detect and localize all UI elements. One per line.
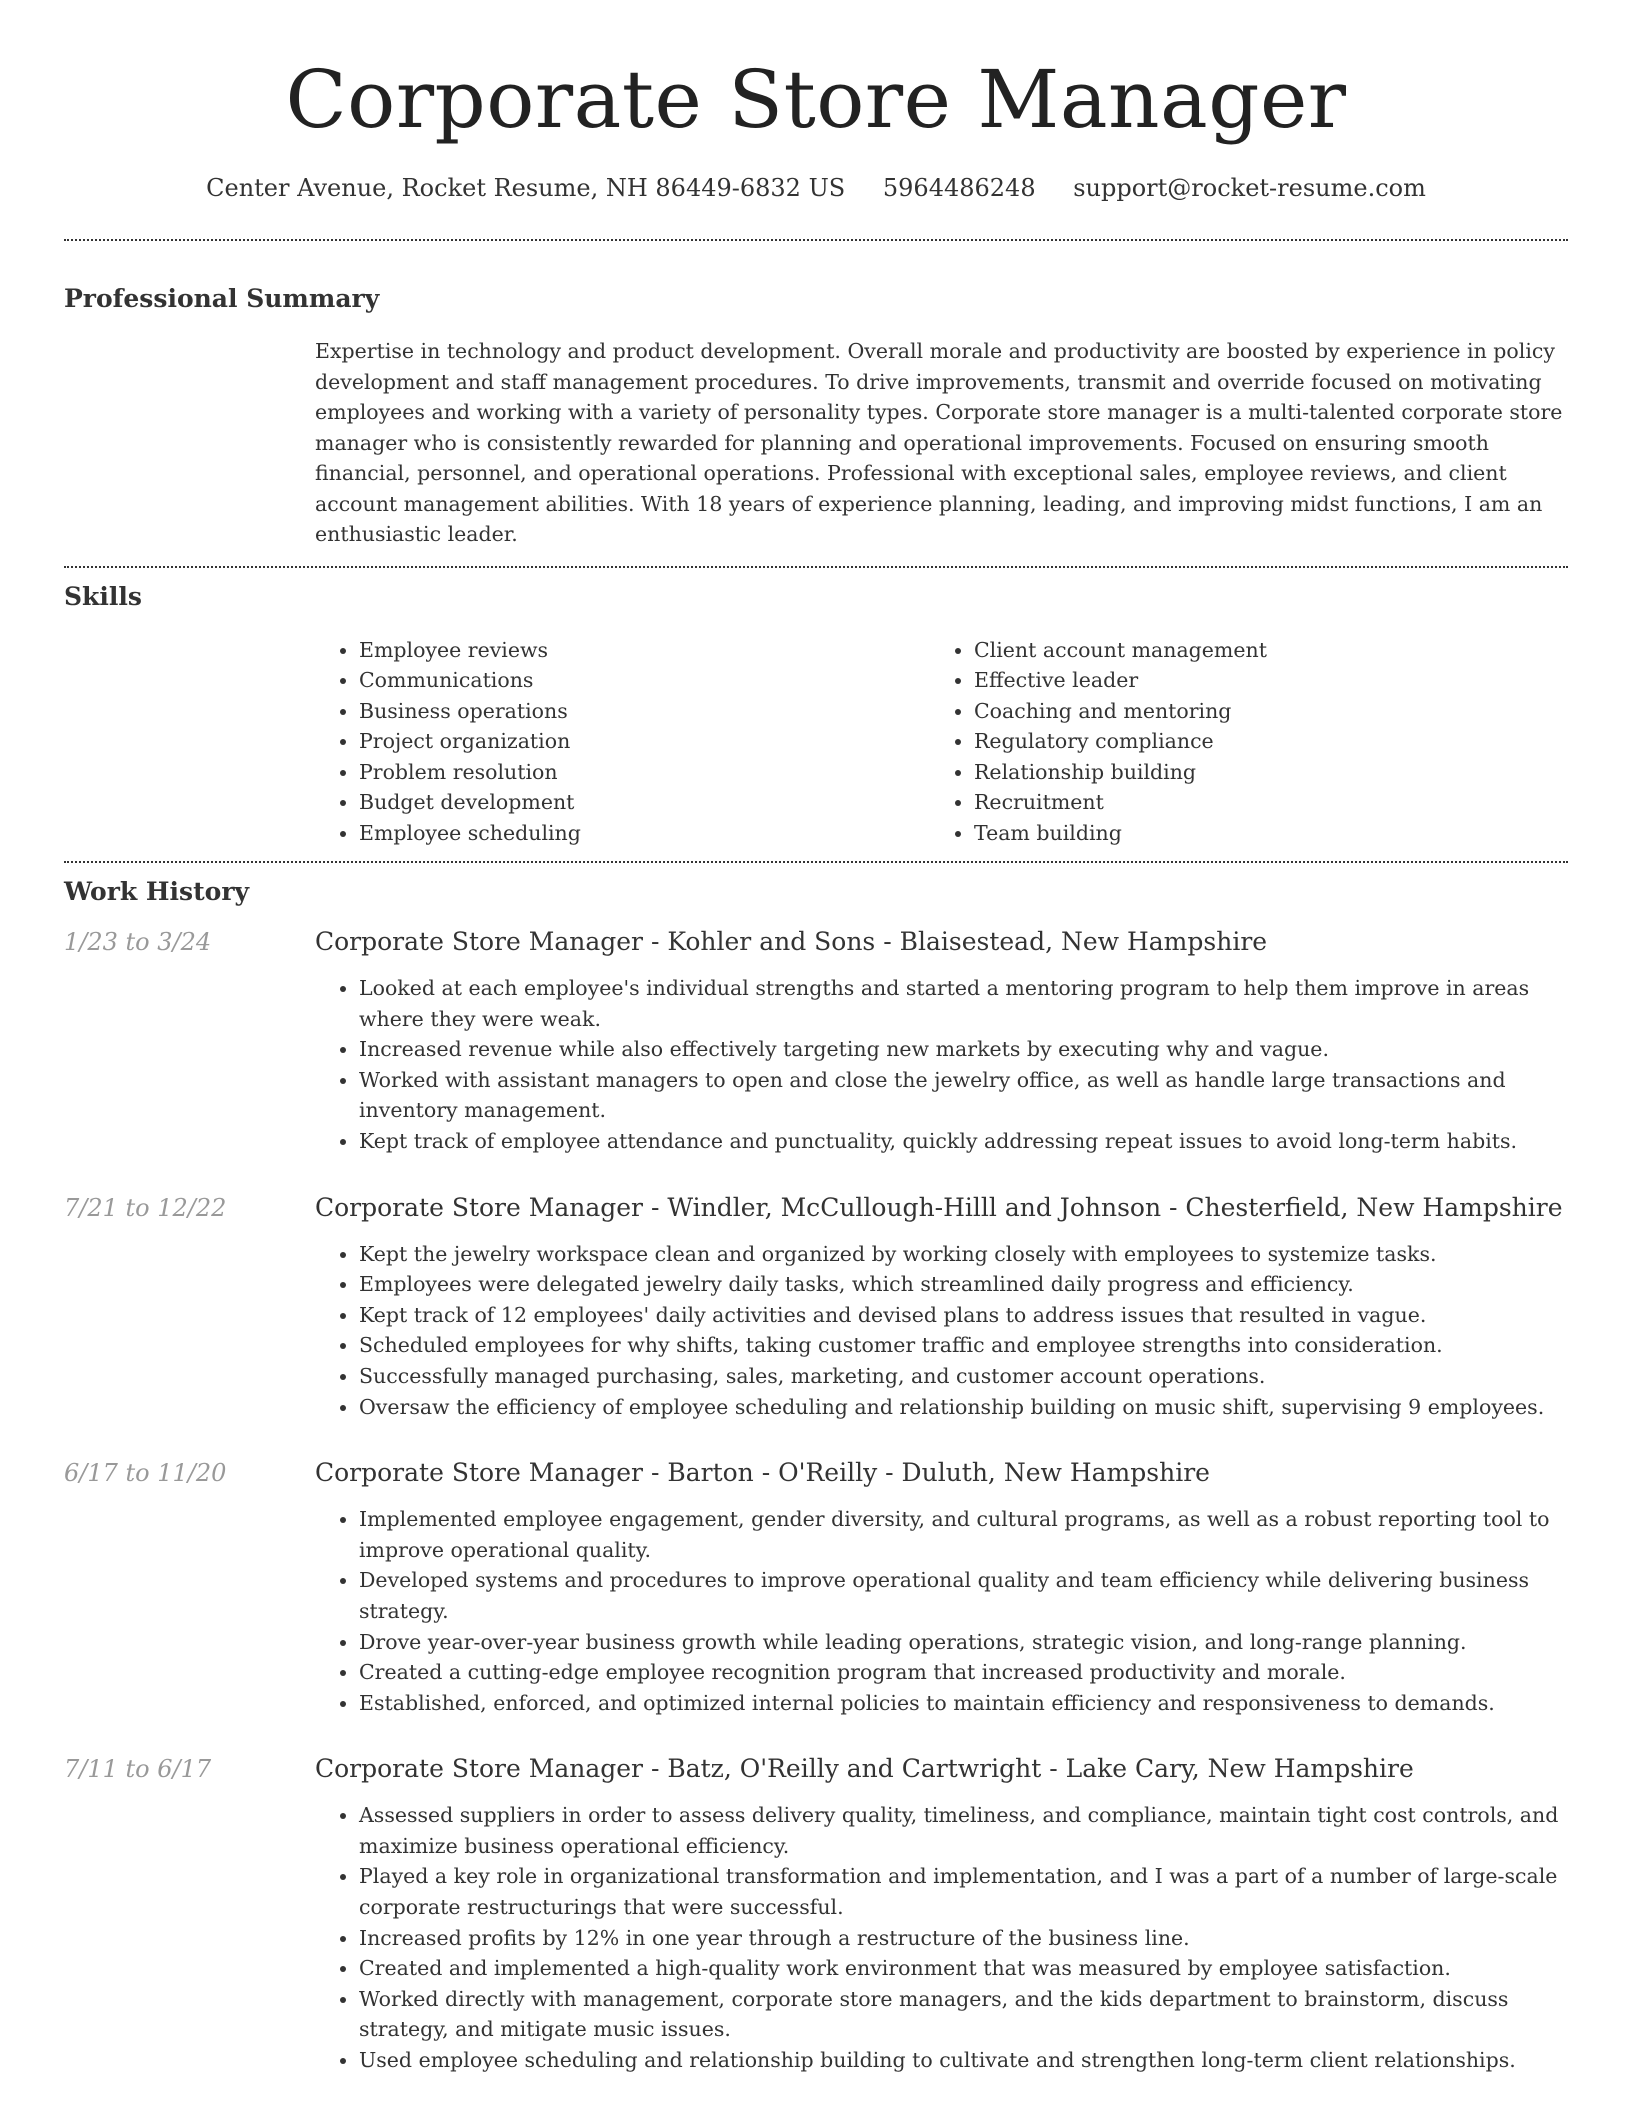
job-bullet: • Kept track of employee attendance and punctuality, quickly addressing repeat issues to avoid long-term habits. — [359, 1126, 1568, 1157]
skills-list — [315, 635, 1568, 849]
job-details — [315, 1752, 1568, 2075]
skill-item: • Budget development — [359, 787, 930, 818]
section-divider — [64, 566, 1568, 568]
skill-item: • Recruitment — [974, 787, 1545, 818]
contact-address: Center Avenue, Rocket Resume, NH 86449-6832 US — [206, 174, 846, 202]
skill-item: • Project organization — [359, 726, 930, 757]
job-title: Corporate Store Manager - Barton - O'Reilly - Duluth, New Hampshire — [315, 1458, 1210, 1488]
job-bullet: • Oversaw the efficiency of employee scheduling and relationship building on music shift, supervising 9 employees. — [359, 1392, 1568, 1423]
job-bullet: • Played a key role in organizational transformation and implementation, and I was a part of a number of large-scale corporate restructurings that were successful. — [359, 1861, 1568, 1922]
job-bullet: • Successfully managed purchasing, sales, marketing, and customer account operations. — [359, 1361, 1568, 1392]
resume-page — [64, 0, 1568, 2076]
skill-item: • Business operations — [359, 696, 930, 727]
job-bullets — [315, 1800, 1568, 2075]
skill-item: • Relationship building — [974, 757, 1545, 788]
job-title: Corporate Store Manager - Windler, McCullough-Hilll and Johnson - Chesterfield, New Hampshire — [315, 1192, 1563, 1222]
job-bullet: • Increased revenue while also effectively targeting new markets by executing why and vague. — [359, 1034, 1568, 1065]
job-dates: 7/11 to 6/17 — [64, 1755, 212, 1784]
job-bullet: • Kept track of 12 employees' daily activities and devised plans to address issues that resulted in vague. — [359, 1300, 1568, 1331]
contact-phone: 5964486248 — [882, 174, 1036, 202]
job-bullet: • Implemented employee engagement, gender diversity, and cultural programs, as well as a robust reporting tool to improve operational quality. — [359, 1504, 1568, 1565]
job-bullet: • Used employee scheduling and relationship building to cultivate and strengthen long-term client relationships. — [359, 2045, 1568, 2076]
summary-heading: Professional Summary — [64, 284, 380, 313]
job-bullet: • Developed systems and procedures to improve operational quality and team efficiency while delivering business strategy. — [359, 1565, 1568, 1626]
job-bullet: • Kept the jewelry workspace clean and organized by working closely with employees to systemize tasks. — [359, 1239, 1568, 1270]
skills-column-right — [930, 635, 1545, 849]
job-bullet: • Worked directly with management, corporate store managers, and the kids department to brainstorm, discuss strategy, and mitigate music issues. — [359, 1984, 1568, 2045]
job-title: Corporate Store Manager - Batz, O'Reilly and Cartwright - Lake Cary, New Hampshire — [315, 1754, 1414, 1784]
job-bullets — [315, 973, 1568, 1157]
skill-item: • Communications — [359, 665, 930, 696]
job-bullet: • Employees were delegated jewelry daily tasks, which streamlined daily progress and efficiency. — [359, 1269, 1568, 1300]
work-history-heading: Work History — [64, 877, 250, 906]
summary-text: Expertise in technology and product development. Overall morale and productivity are boosted by experience in policy development and staff management procedures. To drive improvements, transmit and override focused on motivating employees and working with a variety of personality types. Corporate store manager is a multi-talented corporate store manager who is consistently rewarded for planning and operational improvements. Focused on ensuring smooth financial, personnel, and operational operations. Professional with exceptional sales, employee reviews, and client account management abilities. With 18 years of experience planning, leading, and improving midst functions, I am an enthusiastic leader. — [315, 339, 1563, 546]
job-bullet: • Scheduled employees for why shifts, taking customer traffic and employee strengths into consideration. — [359, 1330, 1568, 1361]
job-bullet: • Increased profits by 12% in one year through a restructure of the business line. — [359, 1923, 1568, 1954]
job-entry — [64, 1752, 1568, 2075]
skill-item: • Team building — [974, 818, 1545, 849]
job-title: Corporate Store Manager - Kohler and Sons - Blaisestead, New Hampshire — [315, 927, 1268, 956]
contact-email: support@rocket-resume.com — [1073, 174, 1426, 202]
resume-name: Corporate Store Manager — [285, 53, 1347, 146]
work-history-list — [64, 925, 1568, 2076]
skill-item: • Client account management — [974, 635, 1545, 666]
job-bullet: • Looked at each employee's individual strengths and started a mentoring program to help them improve in areas where they were weak. — [359, 973, 1568, 1034]
job-entry — [64, 1456, 1568, 1718]
skills-heading: Skills — [64, 581, 142, 611]
section-divider — [64, 861, 1568, 863]
job-bullets — [315, 1239, 1568, 1423]
skill-item: • Regulatory compliance — [974, 726, 1545, 757]
job-bullet: • Created a cutting-edge employee recognition program that increased productivity and morale. — [359, 1657, 1568, 1688]
job-details — [315, 1456, 1568, 1718]
job-entry — [64, 1191, 1568, 1423]
skills-column-left — [315, 635, 930, 849]
skill-item: • Coaching and mentoring — [974, 696, 1545, 727]
job-details — [315, 925, 1568, 1157]
job-bullet: • Drove year-over-year business growth while leading operations, strategic vision, and long-range planning. — [359, 1627, 1568, 1658]
job-bullets — [315, 1504, 1568, 1718]
contact-line — [64, 172, 1568, 204]
skill-item: • Employee scheduling — [359, 818, 930, 849]
job-dates: 7/21 to 12/22 — [64, 1193, 227, 1222]
job-entry — [64, 925, 1568, 1157]
job-bullet: • Established, enforced, and optimized internal policies to maintain efficiency and responsiveness to demands. — [359, 1688, 1568, 1719]
job-bullet: • Assessed suppliers in order to assess delivery quality, timeliness, and compliance, maintain tight cost controls, and maximize business operational efficiency. — [359, 1800, 1568, 1861]
job-dates: 1/23 to 3/24 — [64, 928, 212, 956]
section-divider — [64, 239, 1568, 241]
skill-item: • Problem resolution — [359, 757, 930, 788]
job-bullet: • Worked with assistant managers to open and close the jewelry office, as well as handle large transactions and inventory management. — [359, 1065, 1568, 1126]
job-details — [315, 1191, 1568, 1423]
job-bullet: • Created and implemented a high-quality work environment that was measured by employee satisfaction. — [359, 1953, 1568, 1984]
job-dates: 6/17 to 11/20 — [64, 1459, 227, 1488]
skill-item: • Effective leader — [974, 665, 1545, 696]
skill-item: • Employee reviews — [359, 635, 930, 666]
